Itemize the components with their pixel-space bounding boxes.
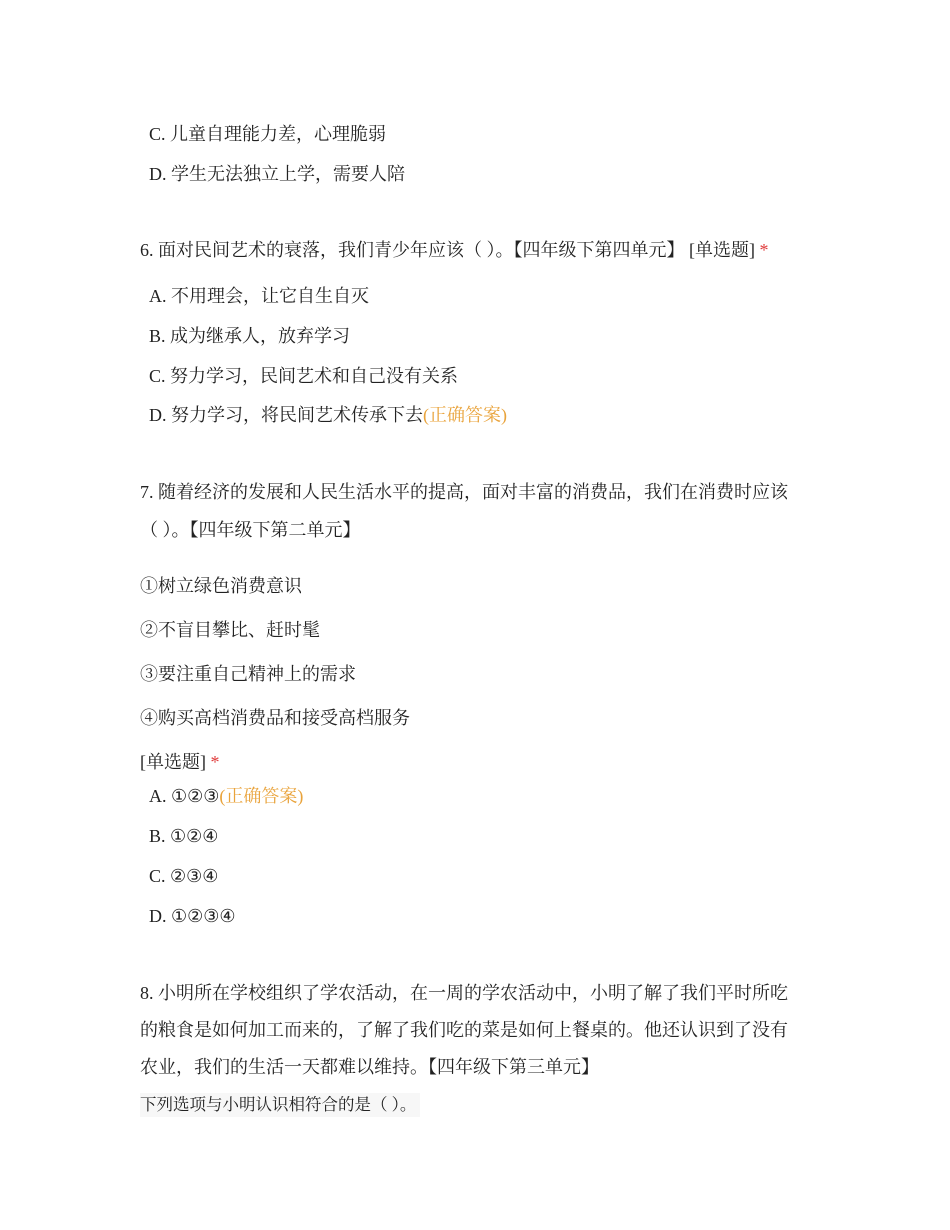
q6-option-a[interactable] [149, 284, 369, 308]
q6-title [140, 238, 769, 262]
correct-answer-tag: (正确答案) [219, 786, 304, 806]
q7-option-a[interactable] [149, 784, 303, 808]
q7-statement-1: ①树立绿色消费意识 [140, 576, 302, 596]
option-label: D. ①②③④ [149, 906, 236, 926]
q6-option-b[interactable] [149, 324, 350, 348]
question-type-label: [单选题] [689, 240, 755, 260]
q8-sub-question: 下列选项与小明认识相符合的是（ ）。 [140, 1093, 420, 1117]
q7-stem-line-1: 7. 随着经济的发展和人民生活水平的提高，面对丰富的消费品，我们在消费时应该 [140, 482, 788, 502]
option-label: C. ②③④ [149, 866, 219, 886]
option-label: D. 学生无法独立上学，需要人陪 [149, 164, 405, 184]
q7-statement-3: ③要注重自己精神上的需求 [140, 664, 356, 684]
q7-option-d[interactable] [149, 904, 236, 928]
q6-option-c[interactable] [149, 364, 458, 388]
option-label: C. 儿童自理能力差，心理脆弱 [149, 124, 387, 144]
q7-stem-line-2: （ ）。【四年级下第二单元】 [140, 520, 361, 540]
q8-stem-line-2: 的粮食是如何加工而来的，了解了我们吃的菜是如何上餐桌的。他还认识到了没有 [140, 1020, 788, 1040]
correct-answer-tag: (正确答案) [423, 405, 507, 425]
q6-stem: 6. 面对民间艺术的衰落，我们青少年应该（ ）。【四年级下第四单元】 [140, 240, 685, 260]
q7-option-c[interactable] [149, 864, 218, 888]
option-label: A. 不用理会，让它自生自灭 [149, 286, 369, 306]
option-label: D. 努力学习，将民间艺术传承下去 [149, 405, 423, 425]
q5-option-c[interactable] [149, 122, 386, 146]
required-mark: * [210, 752, 220, 772]
option-label: A. ①②③ [149, 786, 220, 806]
q5-option-d[interactable] [149, 162, 405, 186]
q7-statement-2: ②不盲目攀比、赶时髦 [140, 620, 320, 640]
q7-type-row [140, 750, 220, 774]
q6-option-d[interactable] [149, 403, 507, 427]
q7-statement-4: ④购买高档消费品和接受高档服务 [140, 708, 410, 728]
required-mark: * [759, 240, 769, 260]
q8-stem-line-3: 农业，我们的生活一天都难以维持。【四年级下第三单元】 [140, 1057, 599, 1077]
q7-option-b[interactable] [149, 824, 218, 848]
option-label: B. 成为继承人，放弃学习 [149, 326, 351, 346]
option-label: C. 努力学习，民间艺术和自己没有关系 [149, 366, 459, 386]
option-label: B. ①②④ [149, 826, 219, 846]
q8-stem-line-1: 8. 小明所在学校组织了学农活动，在一周的学农活动中，小明了解了我们平时所吃 [140, 983, 788, 1003]
question-type-label: [单选题] [140, 752, 206, 772]
